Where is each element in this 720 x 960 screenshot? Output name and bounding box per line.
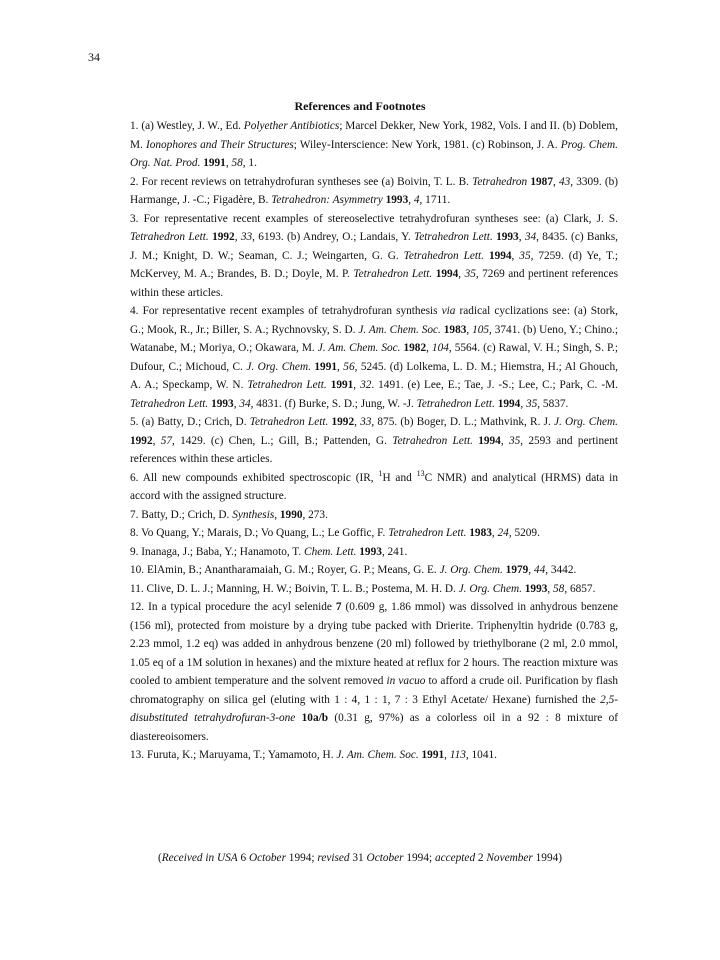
reference-text-segment: ; Marcel Dekker, New York, 1982, Vols. I and II. (b) Doblem, M. — [130, 120, 618, 151]
reference-text-segment: , — [466, 323, 473, 336]
reference-text-segment: , 6857. — [564, 582, 596, 595]
reference-text-segment: J. Am. Chem. Soc. — [336, 749, 419, 761]
reference-text-segment: . 1491. (e) Lee, E.; Tae, J. -S.; Lee, C.; Park, C. -M. — [371, 379, 618, 391]
footer-text-segment: 1994) — [532, 852, 563, 864]
reference-number: 12. — [130, 601, 149, 613]
reference-text-segment: , 6193. (b) Andrey, O.; Landais, Y. — [252, 231, 415, 243]
reference-text-segment: , — [528, 564, 534, 576]
reference-text-segment: , 5209. — [508, 527, 540, 539]
reference-text-segment: Tetrahedron Lett. — [414, 231, 493, 243]
reference-text-segment: , 2593 and pertinent references within these articles. — [130, 434, 618, 465]
received-dates-footer — [0, 852, 720, 864]
reference-text-segment: Tetrahedron Lett. — [388, 527, 467, 539]
reference-text-segment: 1991 — [314, 360, 337, 373]
reference-text-segment: Tetrahedron Lett. — [130, 231, 209, 243]
reference-text-segment: (0.31 g, 97%) as a colorless oil in a 92 : 8 mixture of diastereoisomers. — [130, 712, 618, 743]
reference-text-segment: J. Org. Chem. — [458, 582, 522, 595]
reference-text-segment: 58 — [231, 157, 243, 169]
reference-number: 4. — [130, 305, 143, 317]
reference-text-segment: Tetrahedron Lett. — [392, 434, 473, 447]
reference-text-segment: Inanaga, J.; Baba, Y.; Hanamoto, T. — [141, 545, 305, 558]
reference-text-segment: , 273. — [302, 508, 328, 521]
reference-text-segment: 1994 — [478, 434, 501, 447]
footer-text-segment: 2 — [475, 852, 487, 864]
reference-text-segment: Ionophores and Their Structures — [145, 138, 294, 151]
footer-text-segment: 6 — [237, 852, 249, 864]
reference-text-segment: , — [354, 416, 361, 428]
reference-item — [130, 580, 618, 599]
reference-text-segment: 24 — [497, 527, 509, 539]
reference-text-segment: Tetrahedron Lett. — [403, 249, 485, 262]
reference-text-segment: Polyether Antibiotics — [243, 120, 340, 132]
reference-text-segment: J. Org. Chem. — [553, 416, 618, 428]
reference-text-segment: 1994 — [488, 249, 512, 262]
reference-number: 8. — [130, 527, 142, 539]
reference-number: 13. — [130, 749, 147, 761]
reference-text-segment: 1979 — [505, 564, 529, 576]
footer-text-segment: October — [366, 852, 404, 864]
reference-text-segment: 104 — [431, 342, 449, 354]
reference-text-segment: , 1. — [242, 157, 257, 169]
references-list — [130, 117, 618, 765]
reference-text-segment: 1992 — [212, 231, 235, 243]
reference-text-segment: 1993 — [211, 397, 234, 410]
reference-text-segment: , — [500, 434, 509, 447]
reference-text-segment: (a) Westley, J. W., Ed. — [141, 120, 244, 132]
reference-text-segment: , — [233, 397, 240, 410]
reference-text-segment: 1992 — [130, 434, 153, 447]
reference-text-segment: to afford a crude oil. Purification by flash chromatography on silica gel (eluting with 1 : 4, 1 : 1, 7 : 3 Ethyl Acetate/ Hexane) furnished the — [130, 675, 619, 706]
reference-text-segment: 113 — [449, 749, 466, 761]
reference-text-segment: 1994 — [435, 268, 459, 280]
reference-text-segment: 1982 — [403, 342, 427, 354]
reference-text-segment: , 3741. (b) Ueno, Y.; Chino.; Watanabe, M.; Moriya, O.; Okawara, M. — [130, 323, 619, 354]
reference-text-segment: 35 — [525, 397, 538, 410]
page-number: 34 — [88, 50, 100, 64]
reference-text-segment: (a) Batty, D.; Crich, D. — [141, 416, 250, 428]
reference-text-segment: , — [152, 434, 161, 447]
reference-text-segment: , 1041. — [465, 749, 497, 761]
reference-text-segment: 34 — [524, 231, 537, 243]
reference-text-segment: 10a/b — [301, 712, 329, 724]
footer-text-segment: November — [486, 852, 533, 864]
reference-text-segment: , 5564. (c) Rawal, V. H.; Singh, S. P.; Dufour, C.; Michoud, C. — [130, 342, 618, 373]
reference-text-segment: , — [444, 749, 450, 761]
reference-text-segment: Clive, D. L. J.; Manning, H. W.; Boivin, T. L. B.; Postema, M. H. D. — [146, 582, 459, 595]
reference-text-segment: 43 — [558, 175, 571, 188]
reference-text-segment: J. Org. Chem. — [439, 564, 503, 576]
reference-item — [130, 543, 618, 562]
reference-text-segment: Tetrahedron Lett. — [130, 397, 209, 410]
reference-text-segment: 1993 — [496, 231, 519, 243]
reference-text-segment: , 5837. — [537, 397, 569, 410]
reference-text-segment: In a typical procedure the acyl selenide — [148, 601, 336, 613]
reference-text-segment: Tetrahedron Lett. — [247, 379, 327, 391]
footer-text-segment: ( — [157, 852, 162, 864]
reference-text-segment: Tetrahedron Lett. — [416, 397, 495, 410]
reference-text-segment: 1991 — [330, 379, 354, 391]
reference-text-segment: radical cyclizations see: (a) Stork, G.; Mook, R., Jr.; Biller, S. A.; Rychnovsky, S. D. — [130, 305, 618, 336]
reference-text-segment: ; Wiley-Interscience: New York, 1981. (c) Robinson, J. A. — [293, 138, 561, 151]
reference-item — [130, 469, 618, 506]
reference-text-segment: 33 — [240, 231, 253, 243]
reference-text-segment: , 1429. (c) Chen, L.; Gill, B.; Pattenden, G. — [172, 434, 393, 447]
reference-number: 6. — [130, 471, 143, 484]
footer-text-segment: revised — [317, 852, 350, 864]
reference-item — [130, 561, 618, 580]
reference-text-segment: 13 — [416, 468, 425, 478]
reference-text-segment: For representative recent examples of stereoselective tetrahydrofuran syntheses see: (a) Clark, J. S. — [143, 212, 619, 225]
reference-text-segment: 34 — [239, 397, 251, 410]
reference-text-segment: 33 — [360, 416, 372, 428]
reference-text-segment: 2,5-disubstituted tetrahydrofuran-3-one — [130, 693, 618, 724]
reference-text-segment: J. Am. Chem. Soc. — [358, 323, 441, 336]
reference-text-segment: , 7259. (d) Ye, T.; McKervey, M. A.; Brandes, B. D.; Doyle, M. P. — [130, 249, 618, 280]
reference-item — [130, 746, 618, 765]
reference-item — [130, 524, 618, 543]
reference-text-segment: in vacuo — [386, 675, 426, 687]
reference-text-segment: 35 — [519, 249, 531, 262]
reference-number: 3. — [130, 212, 144, 225]
reference-text-segment: 1991 — [421, 749, 445, 761]
reference-text-segment: , — [408, 194, 414, 206]
reference-text-segment: 35 — [464, 268, 476, 280]
reference-number: 7. — [130, 508, 142, 521]
reference-text-segment: 44 — [533, 564, 546, 576]
reference-text-segment: Batty, D.; Crich, D. — [141, 508, 233, 521]
reference-item — [130, 598, 618, 746]
reference-number: 5. — [130, 416, 142, 428]
reference-text-segment: , — [234, 231, 241, 243]
reference-item — [130, 413, 618, 469]
footer-text-segment: accepted — [434, 852, 476, 864]
reference-number: 10. — [130, 564, 147, 576]
reference-text-segment: 1983 — [469, 527, 492, 539]
reference-text-segment: 1983 — [443, 323, 467, 336]
reference-text-segment: , 3442. — [545, 564, 577, 576]
reference-text-segment: , 3309. (b) Harmange, J. -C.; Figadère, B. — [130, 175, 619, 206]
reference-text-segment: J. Am. Chem. Soc. — [317, 342, 401, 354]
reference-text-segment: , — [520, 397, 526, 410]
reference-text-segment: 1993 — [385, 194, 409, 206]
reference-text-segment: , — [225, 157, 232, 169]
footer-text-segment: October — [248, 852, 286, 864]
reference-text-segment: 1992 — [331, 416, 355, 428]
reference-text-segment: C NMR) and analytical (HRMS) data in accord with the assigned structure. — [130, 471, 618, 502]
reference-text-segment: 1990 — [279, 508, 303, 521]
reference-text-segment: , — [552, 175, 559, 188]
reference-text-segment: 1 — [378, 468, 383, 478]
reference-text-segment: ElAmin, B.; Anantharamaiah, G. M.; Royer, G. P.; Means, G. E. — [146, 564, 440, 576]
reference-text-segment: 32 — [360, 379, 372, 391]
reference-text-segment: 1994 — [497, 397, 521, 410]
reference-text-segment: , 875. (b) Boger, D. L.; Mathvink, R. J. — [371, 416, 554, 428]
reference-text-segment: , — [337, 360, 344, 373]
reference-item — [130, 210, 618, 303]
reference-text-segment: , — [547, 582, 554, 595]
reference-text-segment: , — [511, 249, 520, 262]
reference-text-segment: Tetrahedron Lett. — [353, 268, 433, 280]
reference-text-segment: , 8435. (c) Banks, J. M.; Knight, D. W.; Seaman, C. J.; Weingarten, G. G. — [130, 231, 618, 262]
reference-text-segment: Vo Quang, Y.; Marais, D.; Vo Quang, L.; Le Goffic, F. — [141, 527, 389, 539]
reference-text-segment: Tetrahedron Lett. — [249, 416, 329, 428]
reference-text-segment: 35 — [508, 434, 521, 447]
reference-number: 9. — [130, 545, 142, 558]
reference-number: 2. — [130, 175, 142, 188]
footer-text-segment: 31 — [349, 852, 367, 864]
reference-text-segment: via — [441, 305, 456, 317]
reference-number: 11. — [130, 582, 147, 595]
reference-text-segment: For recent reviews on tetrahydrofuran syntheses see (a) Boivin, T. L. B. — [141, 175, 473, 188]
reference-item — [130, 173, 618, 210]
reference-text-segment: For representative recent examples of tetrahydrofuran synthesis — [142, 305, 442, 317]
reference-text-segment: , — [353, 379, 361, 391]
footer-text-segment: 1994; — [403, 852, 435, 864]
reference-text-segment: 4 — [413, 194, 420, 206]
reference-text-segment: Prog. Chem. Org. Nat. Prod. — [130, 138, 618, 169]
reference-text-segment: H and — [382, 471, 417, 484]
reference-text-segment: Tetrahedron: Asymmetry — [271, 194, 383, 206]
reference-text-segment: 7 — [335, 601, 342, 613]
reference-text-segment: 1993 — [524, 582, 548, 595]
reference-text-segment: 57 — [160, 434, 173, 447]
reference-text-segment: , — [518, 231, 525, 243]
references-heading: References and Footnotes — [294, 99, 426, 113]
footer-text-segment: Received in USA — [161, 852, 238, 864]
reference-text-segment: 1991 — [203, 157, 226, 169]
reference-text-segment: (0.609 g, 1.86 mmol) was dissolved in anhydrous benzene (156 ml), protected from moisture by a drying tube packed with Drierite. Triphenyltin hydride (0.783 g, 2.23 mmol, 1.2 eq) was added in anhydrous benzene (20 ml) followed by triethylborane (2 ml, 2.0 mmol, 1.05 eq of a 1M solution in hexanes) and the mixture heated at reflux for 2 hours. The reaction mixture was cooled to ambient temperature and the solvent removed — [130, 601, 618, 687]
reference-text-segment: , 1711. — [419, 194, 451, 206]
reference-number: 1. — [130, 120, 142, 132]
reference-text-segment: , 241. — [381, 545, 408, 558]
reference-text-segment: , — [491, 527, 498, 539]
reference-text-segment: , — [458, 268, 465, 280]
reference-text-segment: 56 — [343, 360, 355, 373]
reference-text-segment: , — [426, 342, 432, 354]
footer-text-segment: 1994; — [285, 852, 318, 864]
reference-text-segment: Chem. Lett. — [304, 545, 357, 558]
reference-text-segment: 1993 — [359, 545, 382, 558]
reference-text-segment: 105 — [472, 323, 490, 336]
reference-text-segment: All new compounds exhibited spectroscopic (IR, — [142, 471, 379, 484]
reference-item — [130, 302, 618, 413]
reference-item — [130, 506, 618, 525]
reference-text-segment: , 7269 and pertinent references within these articles. — [130, 268, 618, 299]
reference-text-segment: , — [274, 508, 280, 521]
reference-text-segment: Synthesis — [232, 508, 275, 521]
reference-text-segment: , 5245. (d) Lolkema, L. D. M.; Hiemstra, H.; Al Ghouch, A. A.; Speckamp, W. N. — [130, 360, 619, 391]
reference-text-segment: 58 — [553, 582, 565, 595]
reference-text-segment: 1987 — [530, 175, 553, 188]
reference-text-segment: Tetrahedron — [472, 175, 528, 188]
reference-item — [130, 117, 618, 173]
reference-text-segment: , 4831. (f) Burke, S. D.; Jung, W. -J. — [250, 397, 417, 410]
reference-text-segment: J. Org. Chem. — [246, 360, 311, 373]
reference-text-segment: Furuta, K.; Maruyama, T.; Yamamoto, H. — [146, 749, 337, 761]
